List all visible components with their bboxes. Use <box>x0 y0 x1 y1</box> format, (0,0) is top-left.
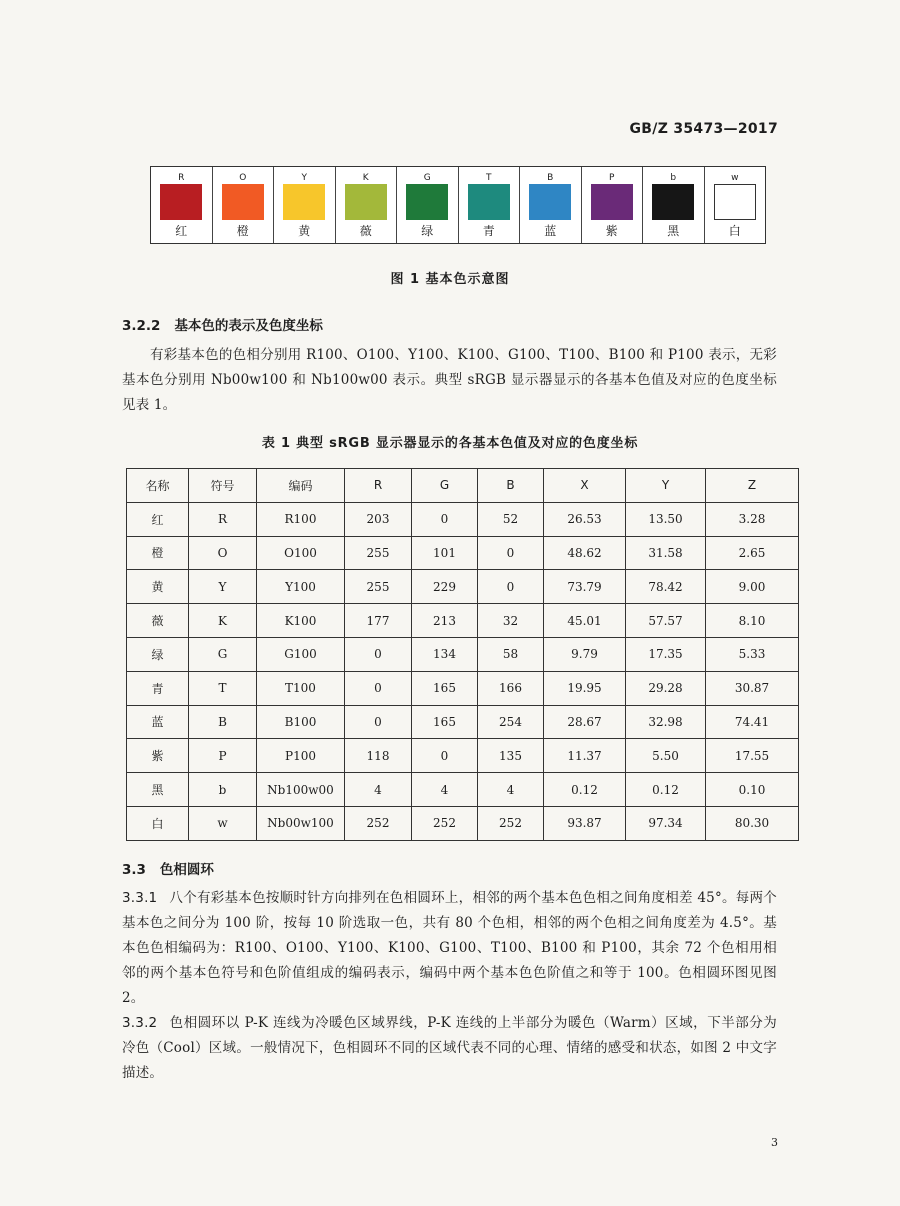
table-cell: Nb100w00 <box>257 773 345 807</box>
table-cell: 78.42 <box>626 570 706 604</box>
swatch-symbol: P <box>609 173 615 183</box>
table-cell: 118 <box>345 739 412 773</box>
table-cell: 17.55 <box>706 739 799 773</box>
table-cell: 32.98 <box>626 705 706 739</box>
table-cell: 青 <box>127 671 189 705</box>
swatch-color <box>283 184 325 220</box>
table-cell: 0.10 <box>706 773 799 807</box>
table-row <box>127 773 799 807</box>
table-cell: R100 <box>257 502 345 536</box>
table-cell: P100 <box>257 739 345 773</box>
swatch-symbol: R <box>178 173 185 183</box>
table-cell: Y100 <box>257 570 345 604</box>
table-cell: 8.10 <box>706 604 799 638</box>
table-cell: 57.57 <box>626 604 706 638</box>
page-number: 3 <box>771 1136 778 1149</box>
section-number: 3.2.2 <box>122 318 161 334</box>
table-cell: 31.58 <box>626 536 706 570</box>
table-row <box>127 671 799 705</box>
table-cell: 52 <box>478 502 544 536</box>
swatch-cell <box>705 167 766 243</box>
swatch-cell <box>336 167 398 243</box>
swatch-cell <box>274 167 336 243</box>
swatch-name: 红 <box>175 224 188 238</box>
table-header-cell: 符号 <box>189 469 257 503</box>
table-header-cell: G <box>412 469 478 503</box>
table-cell: 19.95 <box>544 671 626 705</box>
swatch-name: 橙 <box>236 224 249 238</box>
table-row <box>127 739 799 773</box>
table-cell: 0 <box>345 671 412 705</box>
swatch-symbol: K <box>362 173 369 183</box>
swatch-cell <box>520 167 582 243</box>
table-cell: 254 <box>478 705 544 739</box>
table-cell: 252 <box>345 806 412 840</box>
swatch-symbol: w <box>731 173 739 183</box>
table-cell: P <box>189 739 257 773</box>
table-cell: 45.01 <box>544 604 626 638</box>
table-cell: 229 <box>412 570 478 604</box>
table-cell: 30.87 <box>706 671 799 705</box>
clause-text: 八个有彩基本色按顺时针方向排列在色相圆环上，相邻的两个基本色色相之间角度相差 45°。每两个基本色之间分为 100 阶，按每 10 阶选取一色，共有 80 个色相，相邻的两个色相之间角度差为 4.5°。基本色色相编码为：R100、O100、Y100、K100、G100、T100、B100 和 P100，其余 72 个色相用相邻的两个基本色符号和色阶值组成的编码表示，编码中两个基本色色阶值之和等于 100。色相圆环图见图 2。 <box>122 890 777 1006</box>
swatch-name: 薇 <box>359 224 372 238</box>
swatch-color <box>468 184 510 220</box>
section-heading-3-3 <box>122 858 214 878</box>
table-row <box>127 806 799 840</box>
table-cell: O <box>189 536 257 570</box>
table-header-cell: X <box>544 469 626 503</box>
table-cell: 165 <box>412 705 478 739</box>
table-row <box>127 536 799 570</box>
table-header-cell: 名称 <box>127 469 189 503</box>
table-cell: B100 <box>257 705 345 739</box>
table-cell: 0.12 <box>626 773 706 807</box>
swatch-cell <box>213 167 275 243</box>
table-cell: R <box>189 502 257 536</box>
table-cell: 黄 <box>127 570 189 604</box>
section-title: 基本色的表示及色度坐标 <box>174 318 323 334</box>
table-cell: 白 <box>127 806 189 840</box>
table-cell: 28.67 <box>544 705 626 739</box>
swatch-color <box>160 184 202 220</box>
table-header-cell: Y <box>626 469 706 503</box>
table-cell: 252 <box>412 806 478 840</box>
clause-number: 3.3.1 <box>122 890 158 906</box>
table-cell: 5.50 <box>626 739 706 773</box>
table-cell: 166 <box>478 671 544 705</box>
swatch-symbol: O <box>239 173 247 183</box>
table-row <box>127 705 799 739</box>
figure-caption: 图 1 基本色示意图 <box>390 272 510 287</box>
table-cell: 紫 <box>127 739 189 773</box>
table-cell: 58 <box>478 637 544 671</box>
table-cell: 48.62 <box>544 536 626 570</box>
swatch-cell <box>643 167 705 243</box>
table-cell: 蓝 <box>127 705 189 739</box>
table-cell: G100 <box>257 637 345 671</box>
table-cell: 213 <box>412 604 478 638</box>
swatch-name: 黄 <box>298 224 311 238</box>
table-header-cell: 编码 <box>257 469 345 503</box>
table-cell: 32 <box>478 604 544 638</box>
table-cell: 3.28 <box>706 502 799 536</box>
swatch-color <box>345 184 387 220</box>
table-cell: 黑 <box>127 773 189 807</box>
swatch-name: 蓝 <box>544 224 557 238</box>
section-heading-3-2-2 <box>122 314 323 334</box>
section-title: 色相圆环 <box>159 862 214 878</box>
swatch-name: 黑 <box>667 224 680 238</box>
table-cell: 4 <box>345 773 412 807</box>
swatch-symbol: B <box>547 173 554 183</box>
table-cell: 橙 <box>127 536 189 570</box>
table-cell: 73.79 <box>544 570 626 604</box>
clause-text: 色相圆环以 P-K 连线为冷暖色区域界线，P-K 连线的上半部分为暖色（Warm）区域，下半部分为冷色（Cool）区域。一般情况下，色相圆环不同的区域代表不同的心理、情绪的感受和状态，如图 2 中文字描述。 <box>122 1015 777 1081</box>
swatch-color <box>406 184 448 220</box>
paragraph-3-2-2: 有彩基本色的色相分别用 R100、O100、Y100、K100、G100、T100、B100 和 P100 表示，无彩基本色分别用 Nb00w100 和 Nb100w00 表示。典型 sRGB 显示器显示的各基本色值及对应的色度坐标见表 1。 <box>122 347 777 413</box>
table-cell: b <box>189 773 257 807</box>
swatch-name: 青 <box>482 224 495 238</box>
table-header-cell: Z <box>706 469 799 503</box>
table-cell: 0.12 <box>544 773 626 807</box>
table-cell: 80.30 <box>706 806 799 840</box>
table-cell: 13.50 <box>626 502 706 536</box>
table-row <box>127 637 799 671</box>
table-cell: 177 <box>345 604 412 638</box>
table-cell: 29.28 <box>626 671 706 705</box>
paragraph-3-3-1 <box>122 886 777 1011</box>
table-row <box>127 502 799 536</box>
table-cell: K100 <box>257 604 345 638</box>
table-header-cell: R <box>345 469 412 503</box>
table-title: 表 1 典型 sRGB 显示器显示的各基本色值及对应的色度坐标 <box>261 436 639 451</box>
swatch-color <box>652 184 694 220</box>
swatch-cell <box>151 167 213 243</box>
table-cell: B <box>189 705 257 739</box>
table-cell: 101 <box>412 536 478 570</box>
table-cell: G <box>189 637 257 671</box>
clause-number: 3.3.2 <box>122 1015 158 1031</box>
table-cell: 165 <box>412 671 478 705</box>
swatch-cell <box>397 167 459 243</box>
table-cell: 97.34 <box>626 806 706 840</box>
table-cell: 4 <box>412 773 478 807</box>
table-cell: 0 <box>345 637 412 671</box>
swatch-name: 绿 <box>421 224 434 238</box>
table-cell: 0 <box>478 536 544 570</box>
table-cell: Y <box>189 570 257 604</box>
swatch-color <box>222 184 264 220</box>
basic-color-figure <box>150 166 766 244</box>
table-cell: 红 <box>127 502 189 536</box>
paragraph-3-3-2 <box>122 1011 777 1086</box>
table-cell: T <box>189 671 257 705</box>
table-cell: T100 <box>257 671 345 705</box>
table-header-row <box>127 469 799 503</box>
swatch-color <box>529 184 571 220</box>
swatch-color <box>591 184 633 220</box>
swatch-symbol: G <box>423 173 431 183</box>
swatch-symbol: T <box>486 173 492 183</box>
swatch-cell <box>459 167 521 243</box>
swatch-color <box>714 184 756 220</box>
table-cell: 255 <box>345 536 412 570</box>
swatch-name: 紫 <box>605 224 618 238</box>
table-header-cell: B <box>478 469 544 503</box>
table-cell: 134 <box>412 637 478 671</box>
table-cell: 绿 <box>127 637 189 671</box>
swatch-cell <box>582 167 644 243</box>
table-cell: 9.79 <box>544 637 626 671</box>
table-row <box>127 604 799 638</box>
table-cell: 26.53 <box>544 502 626 536</box>
table-row <box>127 570 799 604</box>
table-cell: 135 <box>478 739 544 773</box>
table-cell: 93.87 <box>544 806 626 840</box>
table-cell: w <box>189 806 257 840</box>
table-cell: 9.00 <box>706 570 799 604</box>
table-cell: 11.37 <box>544 739 626 773</box>
table-cell: 薇 <box>127 604 189 638</box>
table-cell: 0 <box>478 570 544 604</box>
table-cell: 0 <box>412 502 478 536</box>
color-values-table <box>126 468 799 841</box>
swatch-symbol: Y <box>301 173 307 183</box>
table-cell: 255 <box>345 570 412 604</box>
table-cell: 5.33 <box>706 637 799 671</box>
table-cell: 17.35 <box>626 637 706 671</box>
table-cell: K <box>189 604 257 638</box>
table-cell: 0 <box>345 705 412 739</box>
swatch-name: 白 <box>728 224 741 238</box>
standard-number: GB/Z 35473—2017 <box>629 121 778 137</box>
section-number: 3.3 <box>122 862 146 878</box>
table-cell: 252 <box>478 806 544 840</box>
table-cell: 74.41 <box>706 705 799 739</box>
table-cell: 0 <box>412 739 478 773</box>
table-cell: O100 <box>257 536 345 570</box>
table-cell: 203 <box>345 502 412 536</box>
table-cell: 4 <box>478 773 544 807</box>
table-cell: Nb00w100 <box>257 806 345 840</box>
swatch-symbol: b <box>670 173 677 183</box>
table-cell: 2.65 <box>706 536 799 570</box>
